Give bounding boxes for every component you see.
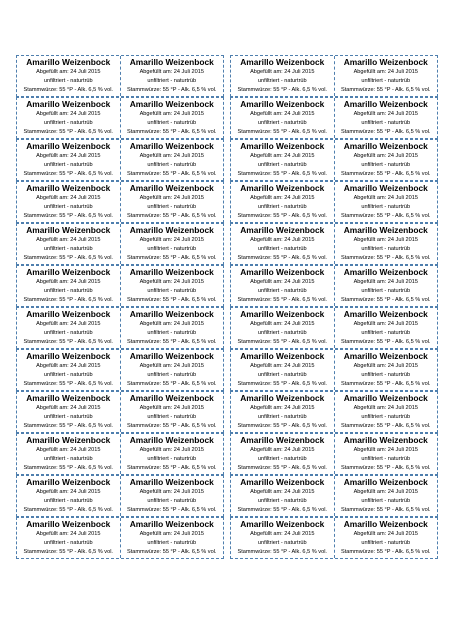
label-style: unfiltriert - naturtrüb	[147, 330, 197, 336]
beer-label	[120, 392, 224, 432]
label-style: unfiltriert - naturtrüb	[43, 78, 93, 84]
label-gravity-abv: Stammwürze: 55 °P - Alk. 6,5 % vol.	[237, 507, 327, 513]
label-gravity-abv: Stammwürze: 55 °P - Alk. 6,5 % vol.	[237, 297, 327, 303]
label-gravity-abv: Stammwürze: 55 °P - Alk. 6,5 % vol.	[127, 507, 217, 513]
beer-label	[231, 476, 334, 516]
label-pair	[230, 265, 438, 307]
label-style: unfiltriert - naturtrüb	[361, 498, 411, 504]
beer-label	[334, 308, 438, 348]
label-bottled-date: Abgefüllt am: 24 Juli 2015	[36, 279, 101, 285]
label-style: unfiltriert - naturtrüb	[147, 120, 197, 126]
label-title: Amarillo Weizenbock	[343, 225, 428, 235]
label-title: Amarillo Weizenbock	[240, 351, 325, 361]
label-bottled-date: Abgefüllt am: 24 Juli 2015	[250, 153, 315, 159]
beer-label	[334, 350, 438, 390]
label-style: unfiltriert - naturtrüb	[43, 120, 93, 126]
label-title: Amarillo Weizenbock	[26, 57, 111, 67]
beer-label	[17, 434, 120, 474]
beer-label	[120, 434, 224, 474]
label-bottled-date: Abgefüllt am: 24 Juli 2015	[353, 153, 418, 159]
label-style: unfiltriert - naturtrüb	[257, 288, 307, 294]
label-title: Amarillo Weizenbock	[240, 435, 325, 445]
label-title: Amarillo Weizenbock	[26, 435, 111, 445]
label-style: unfiltriert - naturtrüb	[361, 372, 411, 378]
beer-label	[120, 140, 224, 180]
label-style: unfiltriert - naturtrüb	[147, 78, 197, 84]
label-title: Amarillo Weizenbock	[26, 99, 111, 109]
label-bottled-date: Abgefüllt am: 24 Juli 2015	[36, 321, 101, 327]
label-bottled-date: Abgefüllt am: 24 Juli 2015	[353, 237, 418, 243]
label-style: unfiltriert - naturtrüb	[147, 414, 197, 420]
label-style: unfiltriert - naturtrüb	[147, 288, 197, 294]
beer-label	[231, 434, 334, 474]
label-gravity-abv: Stammwürze: 55 °P - Alk. 6,5 % vol.	[23, 129, 113, 135]
label-gravity-abv: Stammwürze: 55 °P - Alk. 6,5 % vol.	[341, 549, 431, 555]
label-bottled-date: Abgefüllt am: 24 Juli 2015	[250, 195, 315, 201]
label-title: Amarillo Weizenbock	[240, 183, 325, 193]
label-bottled-date: Abgefüllt am: 24 Juli 2015	[36, 195, 101, 201]
beer-label	[17, 56, 120, 96]
beer-label	[120, 308, 224, 348]
label-gravity-abv: Stammwürze: 55 °P - Alk. 6,5 % vol.	[341, 87, 431, 93]
label-gravity-abv: Stammwürze: 55 °P - Alk. 6,5 % vol.	[127, 381, 217, 387]
beer-label	[334, 224, 438, 264]
label-bottled-date: Abgefüllt am: 24 Juli 2015	[353, 69, 418, 75]
label-gravity-abv: Stammwürze: 55 °P - Alk. 6,5 % vol.	[237, 87, 327, 93]
label-style: unfiltriert - naturtrüb	[257, 456, 307, 462]
label-gravity-abv: Stammwürze: 55 °P - Alk. 6,5 % vol.	[127, 297, 217, 303]
label-title: Amarillo Weizenbock	[26, 183, 111, 193]
label-title: Amarillo Weizenbock	[26, 519, 111, 529]
label-title: Amarillo Weizenbock	[240, 225, 325, 235]
label-pair	[16, 475, 224, 517]
beer-label	[334, 140, 438, 180]
label-gravity-abv: Stammwürze: 55 °P - Alk. 6,5 % vol.	[237, 381, 327, 387]
label-gravity-abv: Stammwürze: 55 °P - Alk. 6,5 % vol.	[127, 171, 217, 177]
beer-label	[17, 476, 120, 516]
label-bottled-date: Abgefüllt am: 24 Juli 2015	[353, 531, 418, 537]
label-gravity-abv: Stammwürze: 55 °P - Alk. 6,5 % vol.	[23, 423, 113, 429]
label-title: Amarillo Weizenbock	[240, 309, 325, 319]
label-title: Amarillo Weizenbock	[343, 267, 428, 277]
beer-label	[334, 476, 438, 516]
label-title: Amarillo Weizenbock	[343, 99, 428, 109]
label-gravity-abv: Stammwürze: 55 °P - Alk. 6,5 % vol.	[237, 549, 327, 555]
label-gravity-abv: Stammwürze: 55 °P - Alk. 6,5 % vol.	[127, 423, 217, 429]
label-gravity-abv: Stammwürze: 55 °P - Alk. 6,5 % vol.	[23, 465, 113, 471]
label-title: Amarillo Weizenbock	[240, 141, 325, 151]
beer-label	[17, 266, 120, 306]
label-pair	[16, 433, 224, 475]
label-bottled-date: Abgefüllt am: 24 Juli 2015	[139, 279, 204, 285]
label-gravity-abv: Stammwürze: 55 °P - Alk. 6,5 % vol.	[341, 465, 431, 471]
label-bottled-date: Abgefüllt am: 24 Juli 2015	[36, 489, 101, 495]
label-bottled-date: Abgefüllt am: 24 Juli 2015	[36, 237, 101, 243]
label-pair	[16, 55, 224, 97]
beer-label	[231, 224, 334, 264]
label-bottled-date: Abgefüllt am: 24 Juli 2015	[36, 447, 101, 453]
beer-label	[17, 224, 120, 264]
label-style: unfiltriert - naturtrüb	[43, 456, 93, 462]
label-pair	[230, 55, 438, 97]
label-bottled-date: Abgefüllt am: 24 Juli 2015	[353, 195, 418, 201]
label-gravity-abv: Stammwürze: 55 °P - Alk. 6,5 % vol.	[237, 213, 327, 219]
label-gravity-abv: Stammwürze: 55 °P - Alk. 6,5 % vol.	[341, 255, 431, 261]
label-gravity-abv: Stammwürze: 55 °P - Alk. 6,5 % vol.	[341, 423, 431, 429]
label-style: unfiltriert - naturtrüb	[257, 540, 307, 546]
beer-label	[17, 350, 120, 390]
label-gravity-abv: Stammwürze: 55 °P - Alk. 6,5 % vol.	[23, 255, 113, 261]
label-bottled-date: Abgefüllt am: 24 Juli 2015	[250, 447, 315, 453]
label-style: unfiltriert - naturtrüb	[147, 456, 197, 462]
label-title: Amarillo Weizenbock	[343, 141, 428, 151]
label-sheet	[16, 55, 438, 559]
label-bottled-date: Abgefüllt am: 24 Juli 2015	[139, 531, 204, 537]
beer-label	[334, 56, 438, 96]
label-style: unfiltriert - naturtrüb	[257, 246, 307, 252]
label-pair	[230, 223, 438, 265]
label-gravity-abv: Stammwürze: 55 °P - Alk. 6,5 % vol.	[127, 129, 217, 135]
label-gravity-abv: Stammwürze: 55 °P - Alk. 6,5 % vol.	[23, 87, 113, 93]
label-bottled-date: Abgefüllt am: 24 Juli 2015	[250, 405, 315, 411]
label-pair	[230, 349, 438, 391]
label-bottled-date: Abgefüllt am: 24 Juli 2015	[139, 489, 204, 495]
label-bottled-date: Abgefüllt am: 24 Juli 2015	[353, 363, 418, 369]
label-style: unfiltriert - naturtrüb	[43, 414, 93, 420]
label-bottled-date: Abgefüllt am: 24 Juli 2015	[250, 237, 315, 243]
label-title: Amarillo Weizenbock	[26, 351, 111, 361]
label-style: unfiltriert - naturtrüb	[361, 540, 411, 546]
beer-label	[231, 350, 334, 390]
beer-label	[17, 518, 120, 558]
label-pair	[16, 517, 224, 559]
label-bottled-date: Abgefüllt am: 24 Juli 2015	[36, 363, 101, 369]
beer-label	[120, 182, 224, 222]
label-style: unfiltriert - naturtrüb	[257, 120, 307, 126]
label-style: unfiltriert - naturtrüb	[257, 498, 307, 504]
label-bottled-date: Abgefüllt am: 24 Juli 2015	[36, 405, 101, 411]
label-style: unfiltriert - naturtrüb	[257, 78, 307, 84]
label-title: Amarillo Weizenbock	[129, 351, 214, 361]
label-gravity-abv: Stammwürze: 55 °P - Alk. 6,5 % vol.	[127, 255, 217, 261]
beer-label	[231, 56, 334, 96]
label-gravity-abv: Stammwürze: 55 °P - Alk. 6,5 % vol.	[237, 465, 327, 471]
beer-label	[334, 518, 438, 558]
label-pair	[230, 181, 438, 223]
label-style: unfiltriert - naturtrüb	[361, 78, 411, 84]
label-style: unfiltriert - naturtrüb	[147, 540, 197, 546]
label-pair	[16, 97, 224, 139]
label-pair	[16, 181, 224, 223]
beer-label	[17, 98, 120, 138]
label-gravity-abv: Stammwürze: 55 °P - Alk. 6,5 % vol.	[341, 213, 431, 219]
beer-label	[120, 56, 224, 96]
label-pair	[16, 223, 224, 265]
label-title: Amarillo Weizenbock	[343, 477, 428, 487]
label-title: Amarillo Weizenbock	[26, 477, 111, 487]
label-title: Amarillo Weizenbock	[129, 225, 214, 235]
label-bottled-date: Abgefüllt am: 24 Juli 2015	[139, 237, 204, 243]
label-title: Amarillo Weizenbock	[240, 99, 325, 109]
label-style: unfiltriert - naturtrüb	[43, 204, 93, 210]
label-title: Amarillo Weizenbock	[343, 183, 428, 193]
label-bottled-date: Abgefüllt am: 24 Juli 2015	[353, 321, 418, 327]
label-bottled-date: Abgefüllt am: 24 Juli 2015	[139, 363, 204, 369]
label-style: unfiltriert - naturtrüb	[147, 246, 197, 252]
beer-label	[231, 140, 334, 180]
label-style: unfiltriert - naturtrüb	[257, 162, 307, 168]
label-gravity-abv: Stammwürze: 55 °P - Alk. 6,5 % vol.	[23, 381, 113, 387]
beer-label	[231, 308, 334, 348]
label-gravity-abv: Stammwürze: 55 °P - Alk. 6,5 % vol.	[127, 549, 217, 555]
label-title: Amarillo Weizenbock	[343, 351, 428, 361]
label-gravity-abv: Stammwürze: 55 °P - Alk. 6,5 % vol.	[23, 297, 113, 303]
label-title: Amarillo Weizenbock	[26, 267, 111, 277]
beer-label	[120, 350, 224, 390]
label-bottled-date: Abgefüllt am: 24 Juli 2015	[36, 69, 101, 75]
label-style: unfiltriert - naturtrüb	[257, 414, 307, 420]
label-bottled-date: Abgefüllt am: 24 Juli 2015	[250, 111, 315, 117]
label-pair	[230, 307, 438, 349]
label-pair	[16, 307, 224, 349]
label-gravity-abv: Stammwürze: 55 °P - Alk. 6,5 % vol.	[237, 171, 327, 177]
beer-label	[120, 476, 224, 516]
label-style: unfiltriert - naturtrüb	[361, 330, 411, 336]
label-bottled-date: Abgefüllt am: 24 Juli 2015	[36, 153, 101, 159]
label-style: unfiltriert - naturtrüb	[43, 498, 93, 504]
beer-label	[17, 182, 120, 222]
label-pair	[230, 139, 438, 181]
label-pair	[16, 139, 224, 181]
label-style: unfiltriert - naturtrüb	[147, 372, 197, 378]
label-gravity-abv: Stammwürze: 55 °P - Alk. 6,5 % vol.	[127, 87, 217, 93]
label-title: Amarillo Weizenbock	[240, 267, 325, 277]
label-gravity-abv: Stammwürze: 55 °P - Alk. 6,5 % vol.	[23, 549, 113, 555]
label-title: Amarillo Weizenbock	[343, 519, 428, 529]
label-bottled-date: Abgefüllt am: 24 Juli 2015	[353, 405, 418, 411]
label-style: unfiltriert - naturtrüb	[147, 162, 197, 168]
label-gravity-abv: Stammwürze: 55 °P - Alk. 6,5 % vol.	[237, 129, 327, 135]
label-style: unfiltriert - naturtrüb	[361, 120, 411, 126]
beer-label	[334, 98, 438, 138]
label-gravity-abv: Stammwürze: 55 °P - Alk. 6,5 % vol.	[341, 171, 431, 177]
beer-label	[334, 392, 438, 432]
label-pair	[230, 433, 438, 475]
label-style: unfiltriert - naturtrüb	[257, 372, 307, 378]
beer-label	[334, 182, 438, 222]
label-title: Amarillo Weizenbock	[129, 141, 214, 151]
label-bottled-date: Abgefüllt am: 24 Juli 2015	[353, 279, 418, 285]
label-title: Amarillo Weizenbock	[129, 519, 214, 529]
beer-label	[231, 98, 334, 138]
label-gravity-abv: Stammwürze: 55 °P - Alk. 6,5 % vol.	[341, 129, 431, 135]
label-title: Amarillo Weizenbock	[129, 57, 214, 67]
label-style: unfiltriert - naturtrüb	[43, 246, 93, 252]
label-style: unfiltriert - naturtrüb	[361, 246, 411, 252]
label-bottled-date: Abgefüllt am: 24 Juli 2015	[139, 405, 204, 411]
label-title: Amarillo Weizenbock	[240, 393, 325, 403]
label-gravity-abv: Stammwürze: 55 °P - Alk. 6,5 % vol.	[23, 213, 113, 219]
label-bottled-date: Abgefüllt am: 24 Juli 2015	[139, 195, 204, 201]
label-gravity-abv: Stammwürze: 55 °P - Alk. 6,5 % vol.	[237, 339, 327, 345]
label-gravity-abv: Stammwürze: 55 °P - Alk. 6,5 % vol.	[341, 381, 431, 387]
label-bottled-date: Abgefüllt am: 24 Juli 2015	[250, 69, 315, 75]
label-gravity-abv: Stammwürze: 55 °P - Alk. 6,5 % vol.	[341, 297, 431, 303]
label-style: unfiltriert - naturtrüb	[257, 204, 307, 210]
label-bottled-date: Abgefüllt am: 24 Juli 2015	[139, 447, 204, 453]
label-title: Amarillo Weizenbock	[129, 267, 214, 277]
label-bottled-date: Abgefüllt am: 24 Juli 2015	[250, 363, 315, 369]
label-gravity-abv: Stammwürze: 55 °P - Alk. 6,5 % vol.	[23, 339, 113, 345]
label-title: Amarillo Weizenbock	[129, 477, 214, 487]
label-style: unfiltriert - naturtrüb	[361, 288, 411, 294]
label-bottled-date: Abgefüllt am: 24 Juli 2015	[139, 153, 204, 159]
beer-label	[231, 518, 334, 558]
label-bottled-date: Abgefüllt am: 24 Juli 2015	[353, 111, 418, 117]
label-bottled-date: Abgefüllt am: 24 Juli 2015	[250, 321, 315, 327]
label-style: unfiltriert - naturtrüb	[257, 330, 307, 336]
label-title: Amarillo Weizenbock	[240, 477, 325, 487]
label-title: Amarillo Weizenbock	[240, 519, 325, 529]
label-gravity-abv: Stammwürze: 55 °P - Alk. 6,5 % vol.	[127, 213, 217, 219]
label-bottled-date: Abgefüllt am: 24 Juli 2015	[250, 279, 315, 285]
beer-label	[120, 518, 224, 558]
label-bottled-date: Abgefüllt am: 24 Juli 2015	[139, 111, 204, 117]
beer-label	[17, 140, 120, 180]
beer-label	[120, 266, 224, 306]
label-title: Amarillo Weizenbock	[129, 309, 214, 319]
label-title: Amarillo Weizenbock	[129, 435, 214, 445]
label-pair	[16, 349, 224, 391]
label-bottled-date: Abgefüllt am: 24 Juli 2015	[139, 321, 204, 327]
label-gravity-abv: Stammwürze: 55 °P - Alk. 6,5 % vol.	[23, 507, 113, 513]
label-pair	[16, 265, 224, 307]
label-bottled-date: Abgefüllt am: 24 Juli 2015	[36, 111, 101, 117]
label-title: Amarillo Weizenbock	[240, 57, 325, 67]
label-gravity-abv: Stammwürze: 55 °P - Alk. 6,5 % vol.	[237, 255, 327, 261]
label-title: Amarillo Weizenbock	[26, 309, 111, 319]
label-style: unfiltriert - naturtrüb	[43, 162, 93, 168]
label-style: unfiltriert - naturtrüb	[361, 162, 411, 168]
label-title: Amarillo Weizenbock	[343, 309, 428, 319]
label-pair	[230, 391, 438, 433]
label-pair	[230, 517, 438, 559]
label-gravity-abv: Stammwürze: 55 °P - Alk. 6,5 % vol.	[341, 507, 431, 513]
label-style: unfiltriert - naturtrüb	[361, 456, 411, 462]
label-pair	[230, 97, 438, 139]
label-gravity-abv: Stammwürze: 55 °P - Alk. 6,5 % vol.	[127, 465, 217, 471]
label-style: unfiltriert - naturtrüb	[361, 204, 411, 210]
label-title: Amarillo Weizenbock	[343, 393, 428, 403]
beer-label	[120, 224, 224, 264]
label-gravity-abv: Stammwürze: 55 °P - Alk. 6,5 % vol.	[341, 339, 431, 345]
label-title: Amarillo Weizenbock	[343, 57, 428, 67]
label-title: Amarillo Weizenbock	[129, 183, 214, 193]
label-pair	[16, 391, 224, 433]
label-pair	[230, 475, 438, 517]
label-title: Amarillo Weizenbock	[129, 393, 214, 403]
label-title: Amarillo Weizenbock	[129, 99, 214, 109]
label-title: Amarillo Weizenbock	[343, 435, 428, 445]
label-bottled-date: Abgefüllt am: 24 Juli 2015	[250, 489, 315, 495]
beer-label	[120, 98, 224, 138]
beer-label	[334, 266, 438, 306]
label-style: unfiltriert - naturtrüb	[43, 288, 93, 294]
beer-label	[334, 434, 438, 474]
label-bottled-date: Abgefüllt am: 24 Juli 2015	[353, 447, 418, 453]
label-style: unfiltriert - naturtrüb	[43, 330, 93, 336]
beer-label	[231, 266, 334, 306]
label-bottled-date: Abgefüllt am: 24 Juli 2015	[250, 531, 315, 537]
beer-label	[231, 182, 334, 222]
beer-label	[17, 392, 120, 432]
label-gravity-abv: Stammwürze: 55 °P - Alk. 6,5 % vol.	[127, 339, 217, 345]
label-gravity-abv: Stammwürze: 55 °P - Alk. 6,5 % vol.	[237, 423, 327, 429]
label-style: unfiltriert - naturtrüb	[361, 414, 411, 420]
label-title: Amarillo Weizenbock	[26, 141, 111, 151]
label-title: Amarillo Weizenbock	[26, 393, 111, 403]
label-bottled-date: Abgefüllt am: 24 Juli 2015	[139, 69, 204, 75]
label-style: unfiltriert - naturtrüb	[147, 204, 197, 210]
label-gravity-abv: Stammwürze: 55 °P - Alk. 6,5 % vol.	[23, 171, 113, 177]
label-bottled-date: Abgefüllt am: 24 Juli 2015	[353, 489, 418, 495]
label-style: unfiltriert - naturtrüb	[43, 372, 93, 378]
beer-label	[17, 308, 120, 348]
label-style: unfiltriert - naturtrüb	[147, 498, 197, 504]
label-style: unfiltriert - naturtrüb	[43, 540, 93, 546]
label-bottled-date: Abgefüllt am: 24 Juli 2015	[36, 531, 101, 537]
label-title: Amarillo Weizenbock	[26, 225, 111, 235]
beer-label	[231, 392, 334, 432]
